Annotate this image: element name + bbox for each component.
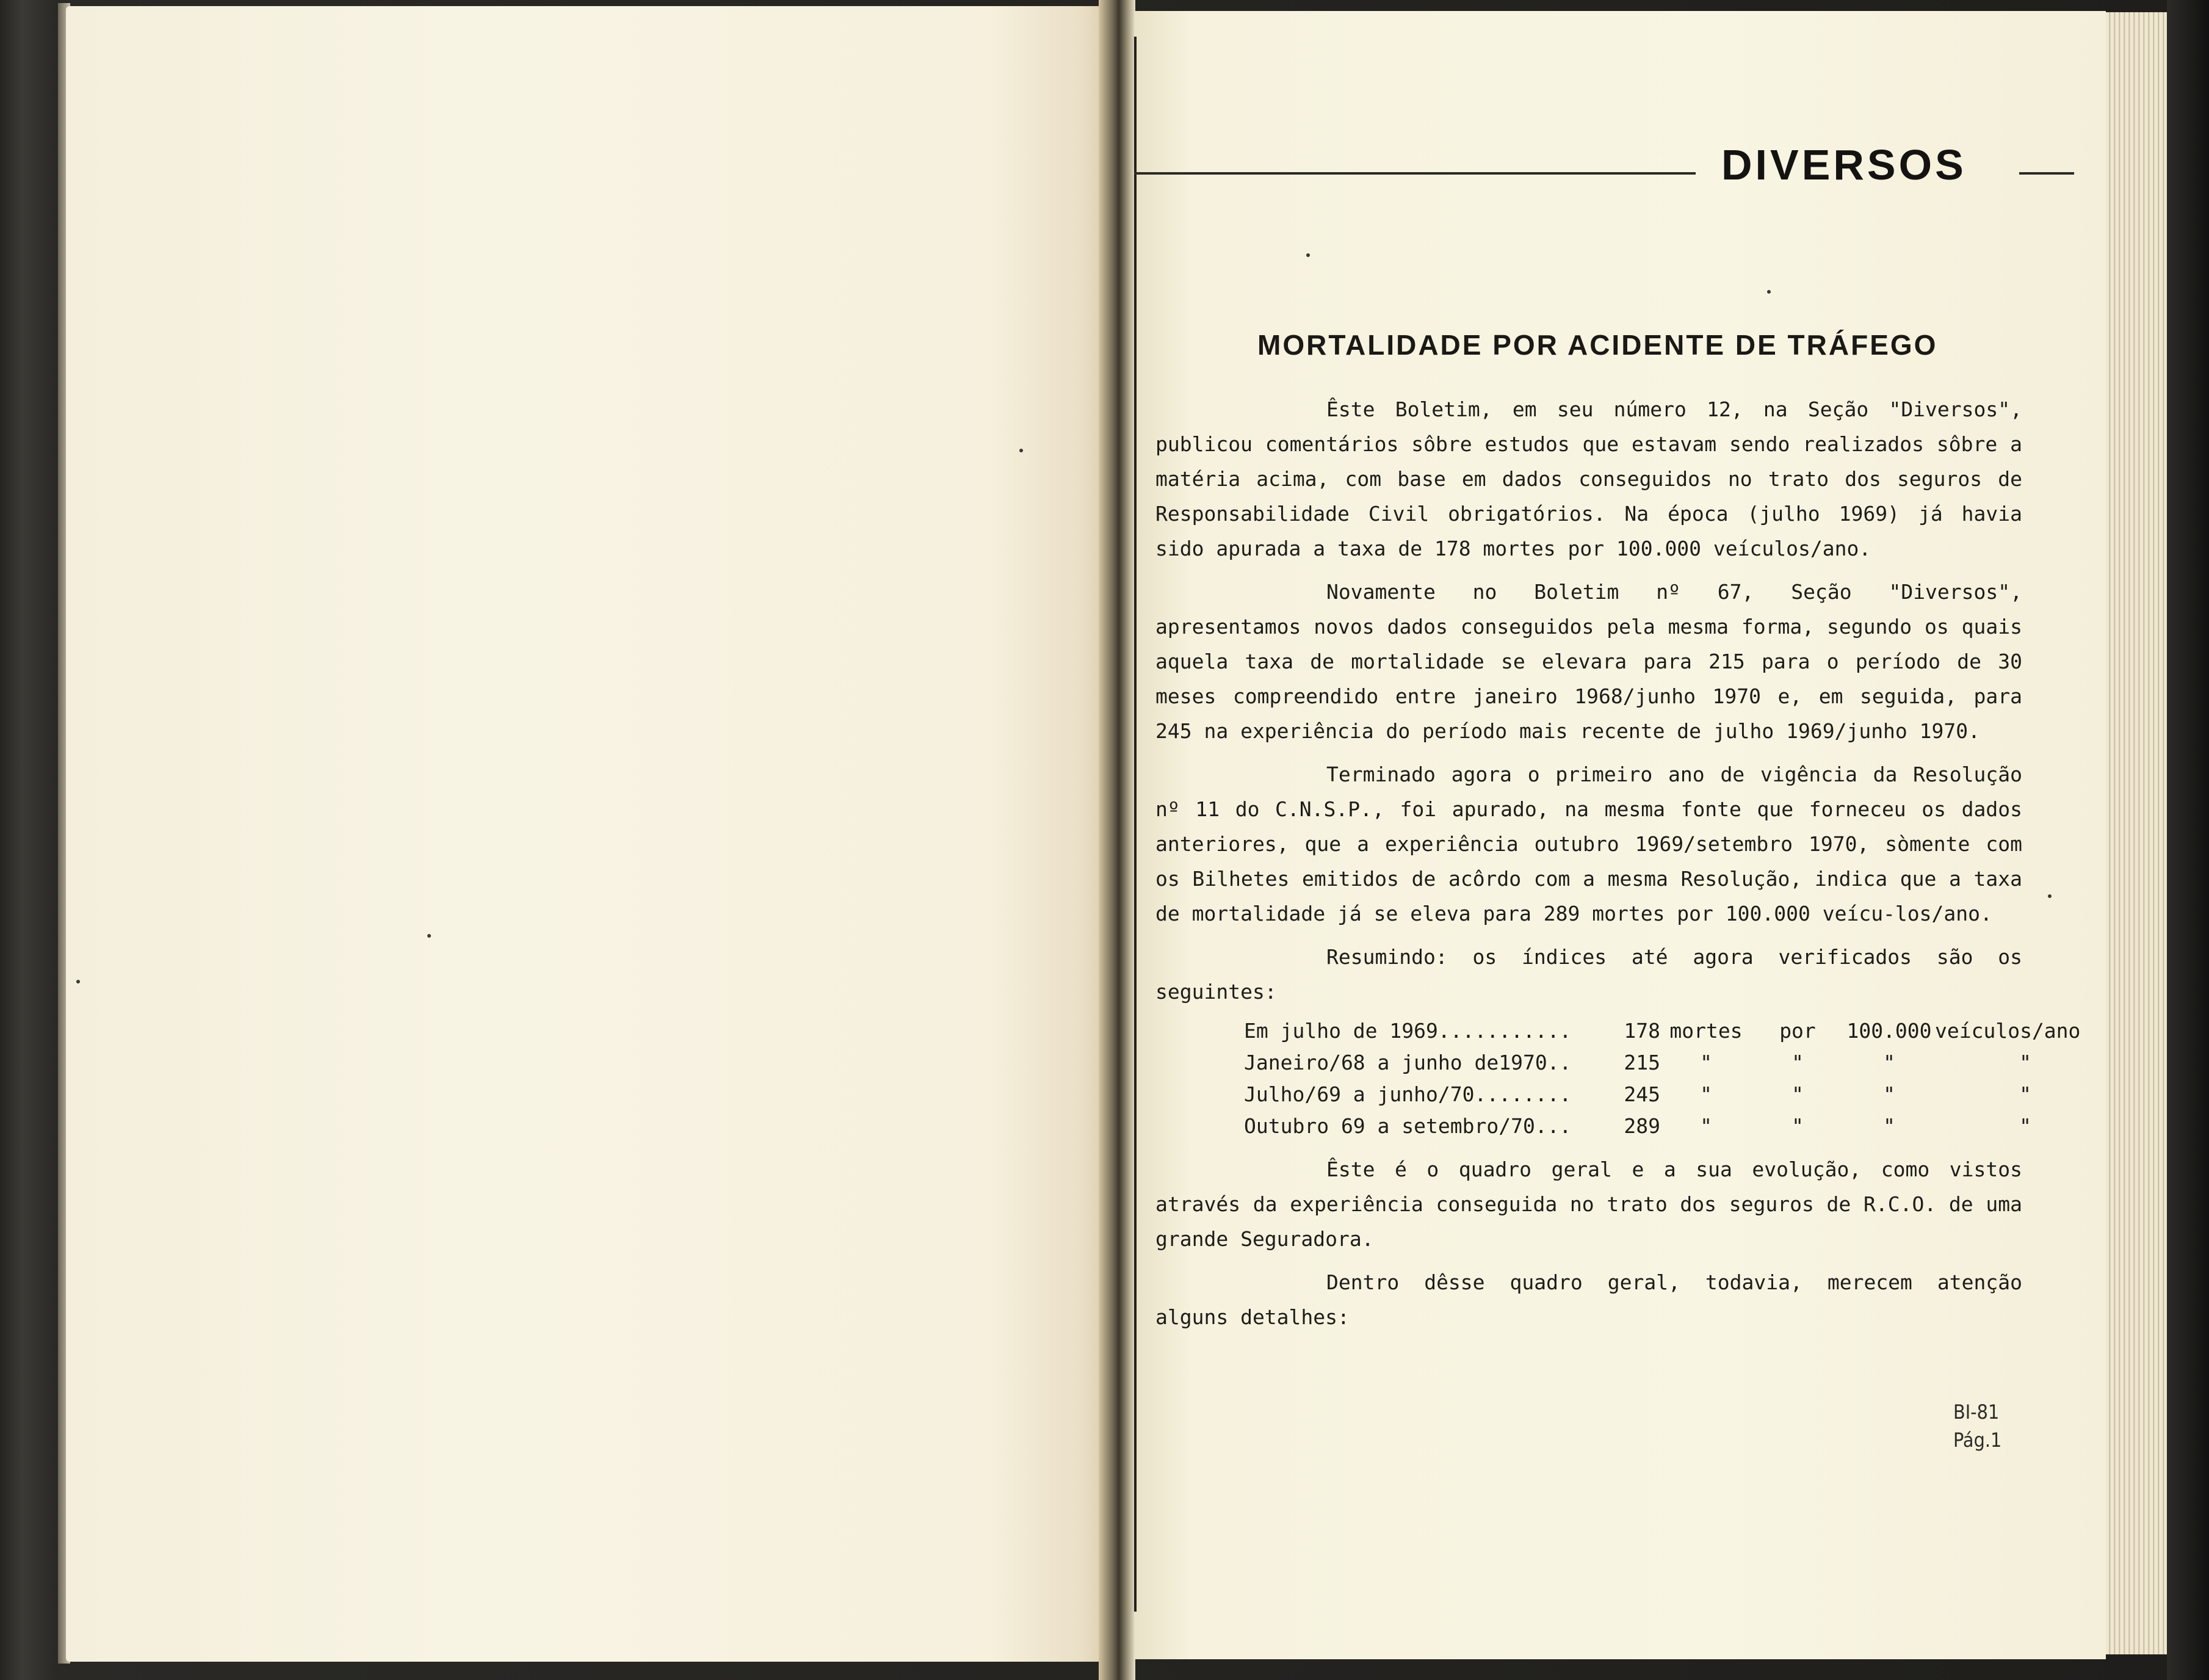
row-por: " bbox=[1791, 1051, 1804, 1074]
row-mortes: " bbox=[1700, 1082, 1712, 1106]
paragraph: Resumindo: os índices até agora verificados são os seguintes: bbox=[1155, 945, 2022, 1004]
row-label: Janeiro/68 a junho de1970.. bbox=[1244, 1051, 1572, 1074]
table-row bbox=[1244, 1015, 2081, 1047]
paragraph: Êste é o quadro geral e a sua evolução, como vistos através da experiência conseguida no trato dos seguros de R.C.O. de uma grande Seguradora. bbox=[1155, 1157, 2022, 1251]
row-label: Julho/69 a junho/70........ bbox=[1244, 1082, 1572, 1106]
section-header bbox=[1134, 140, 2074, 189]
paragraph: Novamente no Boletim nº 67, Seção "Diversos", apresentamos novos dados conseguidos pela mesma forma, segundo os quais aquela taxa de mortalidade se elevara para 215 para o período de 30 meses compreendido entre janeiro 1968/junho 1970 e, em seguida, para 245 na experiência do período mais recente de julho 1969/junho 1970. bbox=[1155, 580, 2022, 743]
row-por: " bbox=[1791, 1114, 1804, 1138]
row-vehicles: " bbox=[2019, 1114, 2031, 1138]
paragraph: Terminado agora o primeiro ano de vigência da Resolução nº 11 do C.N.S.P., foi apurado, na mesma fonte que forneceu os dados anteriores, que a experiência outubro 1969/setembro 1970, sòmente com os Bilhetes emitidos de acôrdo com a mesma Resolução, indica que a taxa de mortalidade já se eleva para 289 mortes por 100.000 veícu-los/ano. bbox=[1155, 762, 2022, 925]
ink-speck bbox=[1767, 290, 1771, 294]
page-stack-edges bbox=[2106, 12, 2167, 1654]
ink-speck bbox=[427, 934, 431, 938]
row-vehicles: veículos/ano bbox=[1935, 1019, 2081, 1043]
row-value: 245 bbox=[1624, 1082, 1660, 1106]
row-unit: 100.000 bbox=[1846, 1019, 1932, 1043]
book-gutter bbox=[1099, 0, 1135, 1680]
header-rule bbox=[1134, 172, 1696, 175]
paragraph: Êste Boletim, em seu número 12, na Seção "Diversos", publicou comentários sôbre estudos que estavam sendo realizados sôbre a matéria acima, com base em dados conseguidos no trato dos seguros de Responsabilidade Civil obrigatórios. Na época (julho 1969) já havia sido apurada a taxa de 178 mortes por 100.000 veículos/ano. bbox=[1155, 397, 2022, 560]
row-unit: " bbox=[1883, 1082, 1895, 1106]
row-mortes: " bbox=[1700, 1051, 1712, 1074]
row-por: por bbox=[1779, 1019, 1816, 1043]
page-number: Pág.1 bbox=[1953, 1428, 2002, 1452]
paragraph: Dentro dêsse quadro geral, todavia, merecem atenção alguns detalhes: bbox=[1155, 1270, 2022, 1329]
row-value: 215 bbox=[1624, 1051, 1660, 1074]
page-margin-line bbox=[1134, 37, 1137, 1612]
row-mortes: mortes bbox=[1669, 1019, 1743, 1043]
blank-left-page bbox=[66, 6, 1113, 1662]
article-title: MORTALIDADE POR ACIDENTE DE TRÁFEGO bbox=[1257, 329, 1938, 361]
row-vehicles: " bbox=[2019, 1082, 2031, 1106]
table-row bbox=[1244, 1110, 2031, 1142]
row-label: Outubro 69 a setembro/70... bbox=[1244, 1114, 1572, 1138]
table-row bbox=[1244, 1047, 2031, 1079]
article-body bbox=[1155, 392, 2081, 1334]
section-title: DIVERSOS bbox=[1721, 141, 1967, 189]
row-value: 178 bbox=[1624, 1019, 1660, 1043]
bulletin-number: BI-81 bbox=[1953, 1400, 2000, 1424]
row-vehicles: " bbox=[2019, 1051, 2031, 1074]
row-mortes: " bbox=[1700, 1114, 1712, 1138]
ink-speck bbox=[76, 980, 80, 983]
page-reference bbox=[1953, 1398, 2014, 1454]
row-label: Em julho de 1969........... bbox=[1244, 1019, 1572, 1043]
row-unit: " bbox=[1883, 1051, 1895, 1074]
ink-speck bbox=[1019, 449, 1023, 452]
mortality-table bbox=[1244, 1015, 2081, 1142]
header-rule-end bbox=[2019, 172, 2074, 175]
row-unit: " bbox=[1883, 1114, 1895, 1138]
table-row bbox=[1244, 1079, 2031, 1110]
row-value: 289 bbox=[1624, 1114, 1660, 1138]
row-por: " bbox=[1791, 1082, 1804, 1106]
ink-speck bbox=[2048, 894, 2052, 898]
ink-speck bbox=[1306, 253, 1310, 257]
scan-dark-edge bbox=[2167, 0, 2209, 1680]
